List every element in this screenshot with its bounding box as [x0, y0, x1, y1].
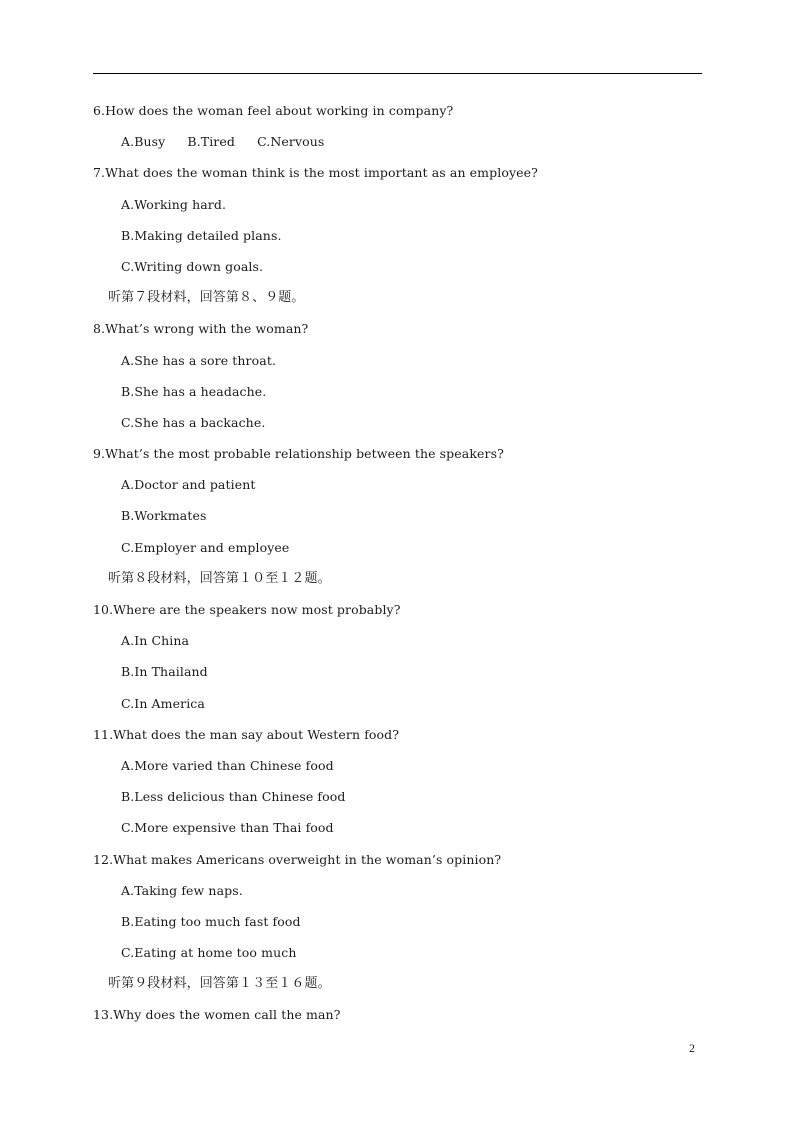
question-6: 6.How does the woman feel about working in company? [93, 103, 454, 118]
option-b: B.She has a headache. [121, 383, 267, 399]
option-b: B.In Thailand [121, 664, 208, 680]
option-c: C.Writing down goals. [121, 258, 264, 274]
option-c: C.She has a backache. [121, 414, 266, 430]
option-a: A.More varied than Chinese food [121, 757, 334, 773]
section-heading-7: 听第７段材料，回答第８、９题。 [108, 290, 305, 306]
section-heading-8: 听第８段材料，回答第１０至１２题。 [108, 570, 331, 586]
option-a: A.Working hard. [121, 196, 227, 212]
option-c: C.Eating at home too much [121, 945, 297, 961]
question-12: 12.What makes Americans overweight in the woman’s opinion? [93, 851, 502, 867]
question-6-options [93, 131, 713, 162]
option-b: B.Workmates [121, 508, 207, 524]
option-c: C.In America [121, 695, 205, 711]
option-b: B.Eating too much fast food [121, 913, 301, 929]
option-b: B.Making detailed plans. [121, 227, 282, 243]
option-a: A.In China [121, 633, 190, 649]
question-7: 7.What does the woman think is the most important as an employee? [93, 165, 538, 181]
option-a: A.Doctor and patient [121, 477, 256, 493]
option-b: B.Less delicious than Chinese food [121, 789, 346, 805]
question-10: 10.Where are the speakers now most probably? [93, 602, 401, 617]
header-rule [93, 73, 702, 74]
option-b: B.Tired [187, 134, 235, 150]
option-a: A.Taking few naps. [121, 882, 243, 898]
option-c: C.Nervous [257, 134, 325, 150]
question-9: 9.What’s the most probable relationship between the speakers? [93, 446, 504, 462]
option-a: A.Busy [121, 134, 166, 150]
option-a: A.She has a sore throat. [121, 352, 277, 368]
question-11: 11.What does the man say about Western food? [93, 726, 400, 742]
page-content [93, 100, 713, 1036]
question-13: 13.Why does the women call the man? [93, 1007, 341, 1023]
page-number: 2 [689, 1041, 695, 1055]
section-heading-9: 听第９段材料，回答第１３至１６题。 [108, 976, 331, 992]
question-8: 8.What’s wrong with the woman? [93, 321, 309, 337]
option-c: C.Employer and employee [121, 539, 290, 555]
option-c: C.More expensive than Thai food [121, 820, 334, 836]
